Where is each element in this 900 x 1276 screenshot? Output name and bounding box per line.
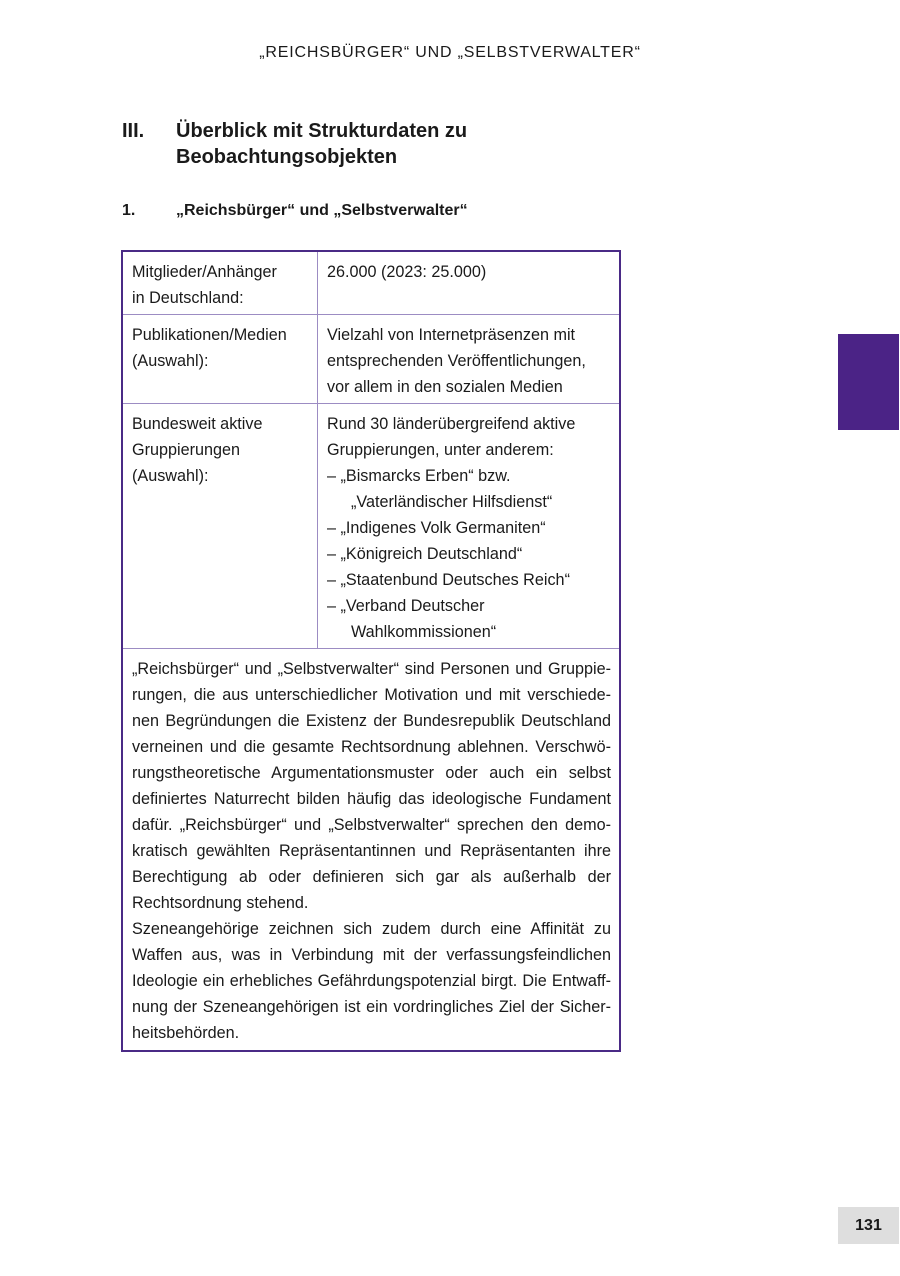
- members-label: [122, 251, 318, 315]
- groups-intro-line: Rund 30 länderübergreifend aktive: [327, 415, 576, 433]
- group-line: – „Staatenbund Deutsches Reich“: [327, 571, 570, 589]
- groups-label: [122, 404, 318, 649]
- publications-value: [318, 315, 621, 404]
- group-line: – „Indigenes Volk Germaniten“: [327, 519, 546, 537]
- table-row-publications: [122, 315, 620, 404]
- table-row-description: [122, 649, 620, 1052]
- chapter-tab-marker: [838, 334, 899, 430]
- publications-value-line: vor allem in den sozialen Medien: [327, 378, 563, 396]
- group-line: – „Verband Deutscher: [327, 597, 485, 615]
- description-paragraph: „Reichsbürger“ und „Selbstverwalter“ sind Personen und Gruppierungen, die aus unterschiedlicher Motivation und mit verschiedenen Begründungen die Existenz der Bundesrepublik Deutschland verneinen und die gesamte Rechtsordnung ablehnen. Verschwörungstheoretische Argumentationsmuster oder auch ein selbst definiertes Naturrecht bilden häufig das ideologische Fundament dafür. „Reichsbürger“ und „Selbstverwalter“ sprechen den demokratisch gewählten Repräsentantinnen und Repräsentanten ihre Berechtigung ab oder definieren sich gar als außerhalb der Rechtsordnung stehend.: [132, 660, 611, 912]
- publications-value-line: Vielzahl von Internetpräsenzen mit: [327, 326, 576, 344]
- publications-label-line: Publikationen/Medien: [132, 326, 287, 344]
- page-number: 131: [838, 1207, 899, 1244]
- groups-label-line: Bundesweit aktive: [132, 415, 263, 433]
- list-item: [327, 515, 611, 541]
- section-number: III.: [122, 120, 145, 142]
- list-item: [327, 567, 611, 593]
- members-label-line: in Deutschland:: [132, 289, 244, 307]
- subsection-number: 1.: [122, 202, 136, 219]
- publications-label-line: (Auswahl):: [132, 352, 209, 370]
- members-label-line: Mitglieder/Anhänger: [132, 263, 277, 281]
- group-list: [327, 463, 611, 645]
- subsection-title: „Reichsbürger“ und „Selbstverwalter“: [176, 202, 468, 219]
- description-cell: [122, 649, 620, 1052]
- description-paragraph: Szeneangehörige zeichnen sich zudem durch eine Affinität zu Waffen aus, was in Verbindung mit der verfassungsfeindlichen Ideologie ein erhebliches Gefährdungspotenzial birgt. Die Entwaffnung der Szeneangehörigen ist ein vordringliches Ziel der Sicherheitsbehörden.: [132, 920, 611, 1042]
- members-value-line: 26.000 (2023: 25.000): [327, 263, 487, 281]
- table-row-groups: [122, 404, 620, 649]
- publications-value-line: entsprechenden Veröffentlichungen,: [327, 352, 586, 370]
- groups-label-line: (Auswahl):: [132, 467, 209, 485]
- list-item: [327, 541, 611, 567]
- groups-label-line: Gruppierungen: [132, 441, 240, 459]
- groups-intro-line: Gruppierungen, unter anderem:: [327, 441, 554, 459]
- group-line: – „Bismarcks Erben“ bzw.: [327, 467, 511, 485]
- members-value: [318, 251, 621, 315]
- structure-data-table: [121, 250, 621, 1052]
- section-title: Überblick mit Strukturdaten zu Beobachtungsobjekten: [176, 120, 468, 168]
- publications-label: [122, 315, 318, 404]
- list-item: [327, 463, 611, 515]
- groups-value: [318, 404, 621, 649]
- list-item: [327, 593, 611, 645]
- group-line: Wahlkommissionen“: [351, 623, 497, 641]
- group-line: „Vaterländischer Hilfsdienst“: [351, 493, 553, 511]
- table-row-members: [122, 251, 620, 315]
- group-line: – „Königreich Deutschland“: [327, 545, 523, 563]
- running-header: „REICHSBÜRGER“ UND „SELBSTVERWALTER“: [259, 44, 641, 61]
